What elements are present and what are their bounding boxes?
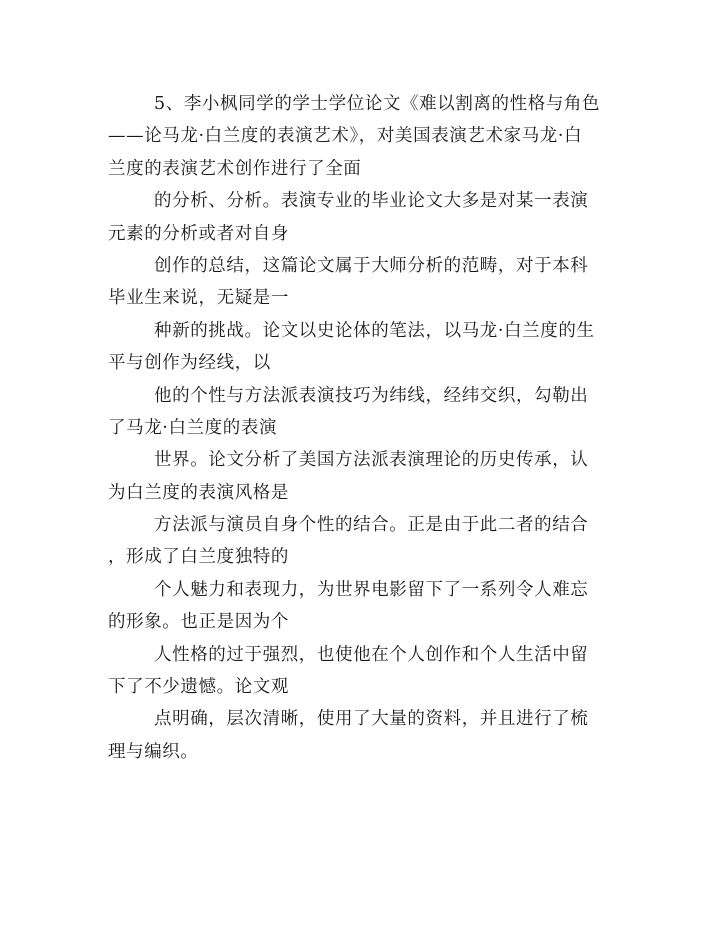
text-line: ——论马龙·白兰度的表演艺术》，对美国表演艺术家马龙·白 bbox=[108, 126, 583, 147]
text-line: 毕业生来说，无疑是一 bbox=[108, 288, 289, 309]
text-line: 世界。论文分析了美国方法派表演理论的历史传承，认 bbox=[154, 450, 589, 471]
text-line: 的分析、分析。表演专业的毕业论文大多是对某一表演 bbox=[154, 191, 589, 212]
text-line: 了马龙·白兰度的表演 bbox=[108, 417, 278, 438]
text-line: 5、李小枫同学的学士学位论文《难以割离的性格与角色 bbox=[154, 94, 601, 114]
text-line: 兰度的表演艺术创作进行了全面 bbox=[108, 158, 362, 179]
text-line: 他的个性与方法派表演技巧为纬线，经纬交织，勾勒出 bbox=[154, 385, 589, 406]
text-line: ，形成了白兰度独特的 bbox=[108, 547, 289, 568]
text-line: 创作的总结，这篇论文属于大师分析的范畴，对于本科 bbox=[154, 255, 589, 276]
text-line: 点明确，层次清晰，使用了大量的资料，并且进行了梳 bbox=[154, 709, 589, 730]
text-line: 为白兰度的表演风格是 bbox=[108, 482, 289, 503]
document-body bbox=[108, 88, 618, 768]
text-line: 元素的分析或者对自身 bbox=[108, 223, 289, 244]
text-line: 人性格的过于强烈，也使他在个人创作和个人生活中留 bbox=[154, 644, 589, 665]
text-line: 方法派与演员自身个性的结合。正是由于此二者的结合 bbox=[154, 515, 589, 536]
text-line: 理与编织。 bbox=[108, 741, 199, 762]
text-line: 下了不少遗憾。论文观 bbox=[108, 677, 289, 698]
text-line: 平与创作为经线，以 bbox=[108, 353, 271, 374]
text-line: 个人魅力和表现力，为世界电影留下了一系列令人难忘 bbox=[154, 579, 589, 600]
text-line: 种新的挑战。论文以史论体的笔法，以马龙·白兰度的生 bbox=[154, 320, 595, 341]
text-line: 的形象。也正是因为个 bbox=[108, 612, 289, 633]
